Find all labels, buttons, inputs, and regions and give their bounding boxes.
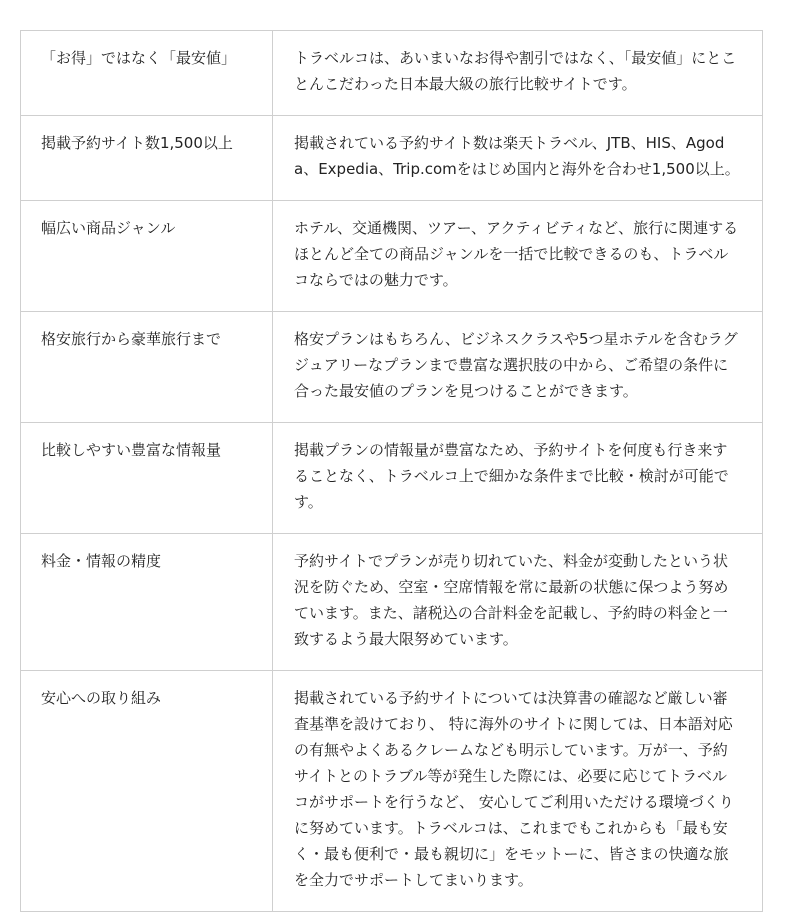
row-description: 格安プランはもちろん、ビジネスクラスや5つ星ホテルを含むラグジュアリーなプランまで豊富な選択肢の中から、ご希望の条件に合った最安値のプランを見つけることができます。 xyxy=(273,312,763,423)
table-row xyxy=(21,534,763,671)
row-description: 掲載されている予約サイト数は楽天トラベル、JTB、HIS、Agoda、Expedia、Trip.comをはじめ国内と海外を合わせ1,500以上。 xyxy=(273,116,763,201)
table-row xyxy=(21,423,763,534)
row-description: トラベルコは、あいまいなお得や割引ではなく、「最安値」にとことんこだわった日本最大級の旅行比較サイトです。 xyxy=(273,31,763,116)
row-title: 安心への取り組み xyxy=(21,671,273,912)
row-title: 「お得」ではなく「最安値」 xyxy=(21,31,273,116)
table-row xyxy=(21,116,763,201)
row-description: 掲載されている予約サイトについては決算書の確認など厳しい審査基準を設けており、 特に海外のサイトに関しては、日本語対応の有無やよくあるクレームなども明示しています。万が一、予約サイトとのトラブル等が発生した際には、必要に応じてトラベルコがサポートを行うなど、 安心してご利用いただける環境づくりに努めています。トラベルコは、これまでもこれからも「最も安く・最も便利で・最も親切に」をモットーに、皆さまの快適な旅を全力でサポートしてまいります。 xyxy=(273,671,763,912)
row-description: 予約サイトでプランが売り切れていた、料金が変動したという状況を防ぐため、空室・空席情報を常に最新の状態に保つよう努めています。また、諸税込の合計料金を記載し、予約時の料金と一致するよう最大限努めています。 xyxy=(273,534,763,671)
row-description: 掲載プランの情報量が豊富なため、予約サイトを何度も行き来することなく、トラベルコ上で細かな条件まで比較・検討が可能です。 xyxy=(273,423,763,534)
row-title: 掲載予約サイト数1,500以上 xyxy=(21,116,273,201)
row-title: 幅広い商品ジャンル xyxy=(21,201,273,312)
table-row xyxy=(21,312,763,423)
row-title: 料金・情報の精度 xyxy=(21,534,273,671)
table-row xyxy=(21,201,763,312)
row-description: ホテル、交通機関、ツアー、アクティビティなど、旅行に関連するほとんど全ての商品ジャンルを一括で比較できるのも、トラベルコならではの魅力です。 xyxy=(273,201,763,312)
row-title: 比較しやすい豊富な情報量 xyxy=(21,423,273,534)
table-row xyxy=(21,31,763,116)
feature-comparison-table xyxy=(20,30,763,912)
row-title: 格安旅行から豪華旅行まで xyxy=(21,312,273,423)
table-row xyxy=(21,671,763,912)
